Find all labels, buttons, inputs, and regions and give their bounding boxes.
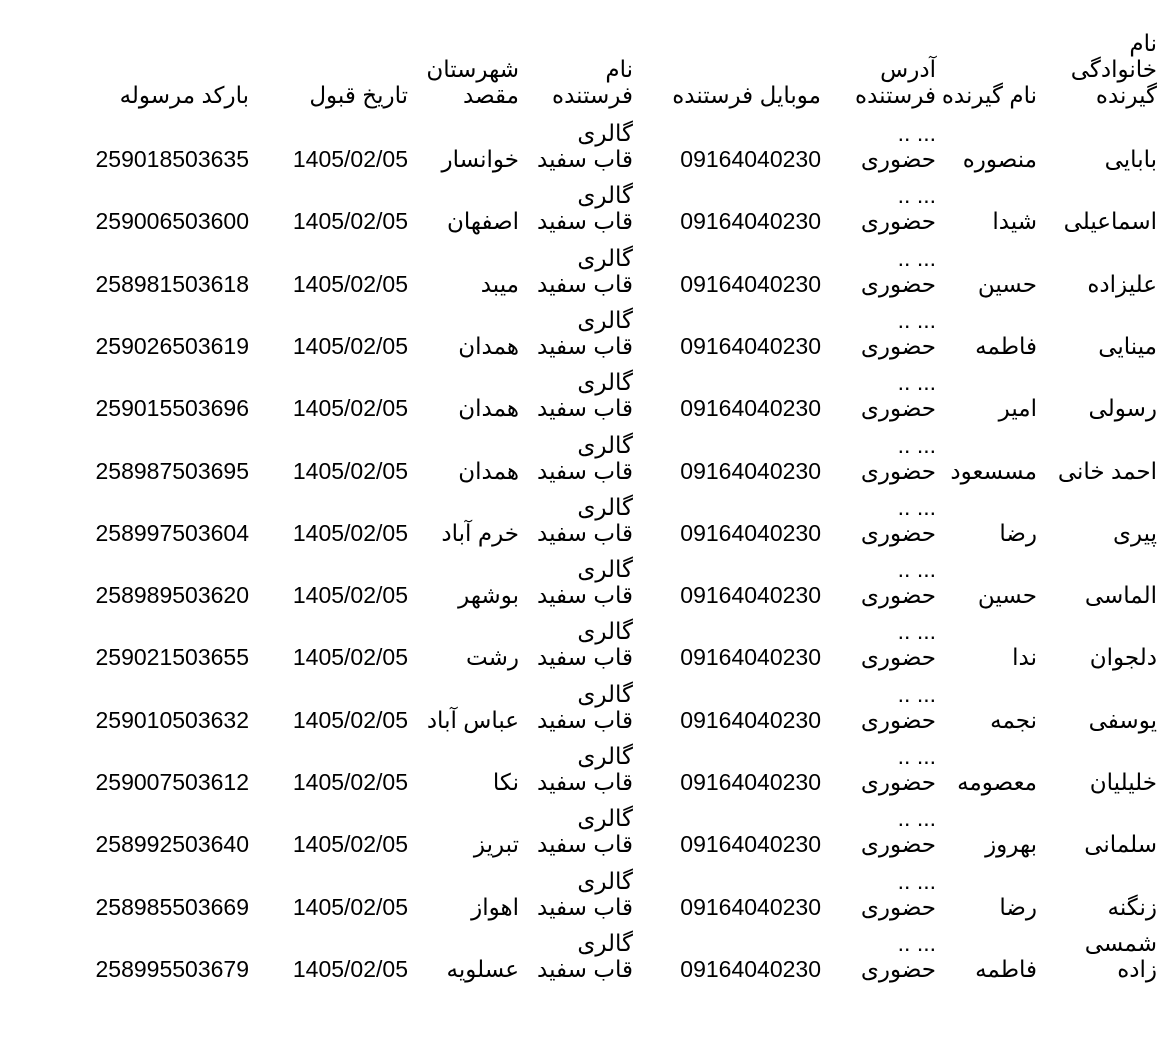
- cell-destination-city-value: نکا: [492, 769, 519, 795]
- cell-sender-name: [533, 739, 633, 795]
- cell-sender-address: [836, 303, 936, 359]
- cell-accept-date: [258, 801, 408, 857]
- cell-sender-address-line1: ... ..: [897, 930, 936, 956]
- cell-accept-date-value: 1405/02/05: [292, 520, 408, 546]
- cell-barcode: [49, 739, 249, 795]
- cell-recipient-first-name: [927, 801, 1037, 857]
- cell-recipient-first-name: [927, 926, 1037, 982]
- cell-sender-address-value: حضوری: [860, 831, 936, 857]
- cell-sender-name-value: قاب سفید: [537, 333, 633, 359]
- cell-accept-date-value: 1405/02/05: [292, 333, 408, 359]
- cell-sender-name-line1: گالری: [577, 868, 633, 894]
- cell-recipient-first-name: [927, 614, 1037, 670]
- cell-recipient-first-name: [927, 178, 1037, 234]
- cell-sender-address: [836, 677, 936, 733]
- cell-sender-address: [836, 552, 936, 608]
- cell-recipient-first-name-value: فاطمه: [975, 333, 1037, 359]
- cell-recipient-first-name: [927, 241, 1037, 297]
- header-sender-name: نام فرستنده: [552, 56, 633, 108]
- cell-sender-mobile: [641, 552, 821, 608]
- cell-recipient-first-name-value: رضا: [999, 894, 1037, 920]
- cell-sender-address: [836, 116, 936, 172]
- cell-recipient-first-name: [927, 303, 1037, 359]
- cell-recipient-first-name-value: نجمه: [990, 707, 1037, 733]
- cell-recipient-last-name: [1047, 490, 1157, 546]
- cell-sender-address-line1: ... ..: [897, 120, 936, 146]
- cell-sender-name-line1: گالری: [577, 245, 633, 271]
- cell-recipient-first-name: [927, 552, 1037, 608]
- cell-sender-mobile: [641, 178, 821, 234]
- cell-accept-date-value: 1405/02/05: [292, 769, 408, 795]
- cell-destination-city: [409, 241, 519, 297]
- cell-barcode: [49, 864, 249, 920]
- cell-sender-mobile-value: 09164040230: [680, 707, 821, 733]
- cell-sender-mobile: [641, 303, 821, 359]
- cell-sender-mobile: [641, 365, 821, 421]
- cell-barcode-value: 258995503679: [95, 956, 249, 982]
- cell-sender-address-value: حضوری: [860, 395, 936, 421]
- cell-accept-date-value: 1405/02/05: [292, 146, 408, 172]
- cell-accept-date-value: 1405/02/05: [292, 458, 408, 484]
- cell-sender-mobile: [641, 241, 821, 297]
- cell-recipient-first-name-value: فاطمه: [975, 956, 1037, 982]
- cell-sender-address: [836, 241, 936, 297]
- cell-destination-city: [409, 116, 519, 172]
- cell-accept-date: [258, 926, 408, 982]
- cell-destination-city: [409, 428, 519, 484]
- cell-destination-city: [409, 303, 519, 359]
- cell-accept-date-value: 1405/02/05: [292, 582, 408, 608]
- cell-sender-name-line1: گالری: [577, 120, 633, 146]
- cell-barcode: [49, 614, 249, 670]
- cell-destination-city-value: اهواز: [471, 894, 519, 920]
- cell-barcode: [49, 303, 249, 359]
- cell-recipient-last-name: [1047, 178, 1157, 234]
- cell-recipient-last-name: [1047, 116, 1157, 172]
- cell-sender-name: [533, 552, 633, 608]
- header-sender-address: آدرس فرستنده: [855, 56, 936, 108]
- cell-sender-name: [533, 614, 633, 670]
- cell-destination-city-value: خوانسار: [441, 146, 519, 172]
- cell-sender-name: [533, 116, 633, 172]
- cell-sender-name-line1: گالری: [577, 556, 633, 582]
- cell-sender-name-line1: گالری: [577, 307, 633, 333]
- cell-sender-address-line1: ... ..: [897, 307, 936, 333]
- cell-sender-name-line1: گالری: [577, 369, 633, 395]
- cell-recipient-last-name-value: دلجوان: [1089, 644, 1157, 670]
- cell-accept-date-value: 1405/02/05: [292, 644, 408, 670]
- cell-sender-mobile-value: 09164040230: [680, 769, 821, 795]
- cell-barcode-value: 259015503696: [95, 395, 249, 421]
- cell-destination-city-value: عسلویه: [446, 956, 519, 982]
- cell-sender-name: [533, 864, 633, 920]
- cell-barcode-value: 258989503620: [95, 582, 249, 608]
- cell-sender-name-line1: گالری: [577, 681, 633, 707]
- cell-sender-mobile: [641, 926, 821, 982]
- cell-sender-address-line1: ... ..: [897, 245, 936, 271]
- cell-accept-date: [258, 178, 408, 234]
- cell-destination-city: [409, 365, 519, 421]
- cell-destination-city: [409, 677, 519, 733]
- cell-sender-name-value: قاب سفید: [537, 894, 633, 920]
- cell-recipient-first-name: [927, 428, 1037, 484]
- cell-recipient-last-name: [1047, 926, 1157, 982]
- cell-sender-address: [836, 614, 936, 670]
- cell-destination-city: [409, 614, 519, 670]
- cell-recipient-last-name-value: رسولی: [1088, 395, 1157, 421]
- cell-barcode-value: 259007503612: [95, 769, 249, 795]
- cell-sender-mobile-value: 09164040230: [680, 956, 821, 982]
- cell-barcode-value: 259010503632: [95, 707, 249, 733]
- cell-sender-mobile-value: 09164040230: [680, 894, 821, 920]
- cell-destination-city-value: همدان: [458, 458, 519, 484]
- cell-recipient-last-name-value: خلیلیان: [1089, 769, 1157, 795]
- cell-sender-address-value: حضوری: [860, 769, 936, 795]
- cell-accept-date-value: 1405/02/05: [292, 395, 408, 421]
- cell-destination-city-value: خرم آباد: [441, 520, 519, 546]
- cell-recipient-last-name-value: احمد خانی: [1057, 458, 1157, 484]
- cell-barcode: [49, 552, 249, 608]
- cell-barcode-value: 259018503635: [95, 146, 249, 172]
- cell-accept-date: [258, 490, 408, 546]
- cell-recipient-first-name: [927, 677, 1037, 733]
- cell-recipient-last-name: [1047, 801, 1157, 857]
- cell-sender-address-value: حضوری: [860, 458, 936, 484]
- cell-sender-mobile-value: 09164040230: [680, 333, 821, 359]
- cell-accept-date: [258, 241, 408, 297]
- cell-recipient-last-name-value: شمسی زاده: [1084, 930, 1157, 982]
- cell-sender-name: [533, 677, 633, 733]
- cell-sender-mobile: [641, 801, 821, 857]
- cell-sender-address-value: حضوری: [860, 707, 936, 733]
- cell-destination-city-value: عباس آباد: [426, 707, 519, 733]
- cell-accept-date-value: 1405/02/05: [292, 831, 408, 857]
- cell-recipient-first-name: [927, 490, 1037, 546]
- cell-accept-date-value: 1405/02/05: [292, 208, 408, 234]
- cell-barcode: [49, 365, 249, 421]
- cell-destination-city-value: همدان: [458, 395, 519, 421]
- cell-recipient-last-name-value: اسماعیلی: [1063, 208, 1157, 234]
- cell-recipient-first-name: [927, 116, 1037, 172]
- cell-sender-name-value: قاب سفید: [537, 146, 633, 172]
- cell-sender-mobile: [641, 864, 821, 920]
- cell-destination-city-value: بوشهر: [458, 582, 519, 608]
- cell-barcode-value: 259026503619: [95, 333, 249, 359]
- cell-barcode: [49, 428, 249, 484]
- cell-sender-address: [836, 428, 936, 484]
- cell-accept-date: [258, 116, 408, 172]
- cell-sender-mobile-value: 09164040230: [680, 582, 821, 608]
- cell-destination-city: [409, 552, 519, 608]
- cell-sender-address-line1: ... ..: [897, 556, 936, 582]
- cell-accept-date: [258, 428, 408, 484]
- cell-destination-city: [409, 490, 519, 546]
- cell-recipient-last-name-value: زنگنه: [1107, 894, 1157, 920]
- cell-sender-name-line1: گالری: [577, 930, 633, 956]
- cell-sender-mobile-value: 09164040230: [680, 208, 821, 234]
- cell-sender-name-line1: گالری: [577, 494, 633, 520]
- cell-sender-name-value: قاب سفید: [537, 769, 633, 795]
- cell-sender-name-value: قاب سفید: [537, 458, 633, 484]
- cell-sender-address-line1: ... ..: [897, 681, 936, 707]
- cell-sender-mobile-value: 09164040230: [680, 458, 821, 484]
- cell-recipient-first-name-value: رضا: [999, 520, 1037, 546]
- cell-recipient-last-name-value: سلمانی: [1084, 831, 1157, 857]
- cell-destination-city: [409, 178, 519, 234]
- cell-sender-name: [533, 926, 633, 982]
- cell-recipient-first-name-value: حسین: [977, 582, 1037, 608]
- cell-destination-city: [409, 801, 519, 857]
- cell-recipient-first-name-value: حسین: [977, 271, 1037, 297]
- cell-sender-name-value: قاب سفید: [537, 395, 633, 421]
- cell-sender-name: [533, 178, 633, 234]
- cell-sender-address-line1: ... ..: [897, 369, 936, 395]
- cell-recipient-last-name-value: الماسی: [1084, 582, 1157, 608]
- cell-barcode-value: 258981503618: [95, 271, 249, 297]
- cell-sender-name-line1: گالری: [577, 182, 633, 208]
- cell-destination-city: [409, 739, 519, 795]
- cell-accept-date: [258, 552, 408, 608]
- cell-sender-address-value: حضوری: [860, 520, 936, 546]
- cell-sender-address-line1: ... ..: [897, 805, 936, 831]
- cell-recipient-last-name-value: علیزاده: [1087, 271, 1157, 297]
- cell-sender-name-value: قاب سفید: [537, 956, 633, 982]
- cell-accept-date-value: 1405/02/05: [292, 271, 408, 297]
- cell-recipient-last-name-value: پیری: [1112, 520, 1157, 546]
- cell-barcode: [49, 490, 249, 546]
- header-barcode: بارکد مرسوله: [119, 82, 249, 108]
- cell-sender-address: [836, 365, 936, 421]
- cell-accept-date-value: 1405/02/05: [292, 894, 408, 920]
- cell-accept-date: [258, 677, 408, 733]
- cell-sender-name-value: قاب سفید: [537, 644, 633, 670]
- cell-sender-address-value: حضوری: [860, 208, 936, 234]
- cell-recipient-last-name: [1047, 552, 1157, 608]
- cell-accept-date: [258, 303, 408, 359]
- cell-sender-mobile: [641, 428, 821, 484]
- cell-sender-address-line1: ... ..: [897, 868, 936, 894]
- cell-recipient-first-name: [927, 365, 1037, 421]
- cell-barcode-value: 258987503695: [95, 458, 249, 484]
- cell-recipient-last-name: [1047, 428, 1157, 484]
- cell-sender-mobile: [641, 677, 821, 733]
- cell-destination-city-value: رشت: [466, 644, 519, 670]
- cell-recipient-first-name-value: مسسعود: [950, 458, 1037, 484]
- cell-recipient-last-name-value: بابایی: [1104, 146, 1157, 172]
- cell-barcode-value: 259006503600: [95, 208, 249, 234]
- cell-barcode-value: 258985503669: [95, 894, 249, 920]
- cell-sender-mobile: [641, 739, 821, 795]
- cell-recipient-last-name: [1047, 303, 1157, 359]
- cell-sender-address-line1: ... ..: [897, 432, 936, 458]
- cell-sender-address-line1: ... ..: [897, 494, 936, 520]
- cell-recipient-first-name-value: شیدا: [992, 208, 1037, 234]
- cell-recipient-first-name-value: معصومه: [957, 769, 1037, 795]
- cell-sender-mobile-value: 09164040230: [680, 644, 821, 670]
- cell-recipient-first-name: [927, 864, 1037, 920]
- cell-sender-address-value: حضوری: [860, 956, 936, 982]
- cell-sender-address-value: حضوری: [860, 333, 936, 359]
- cell-destination-city-value: همدان: [458, 333, 519, 359]
- cell-sender-name-value: قاب سفید: [537, 707, 633, 733]
- cell-sender-name: [533, 490, 633, 546]
- cell-sender-name-value: قاب سفید: [537, 582, 633, 608]
- cell-sender-name-line1: گالری: [577, 432, 633, 458]
- cell-accept-date-value: 1405/02/05: [292, 707, 408, 733]
- cell-sender-name-line1: گالری: [577, 618, 633, 644]
- cell-sender-address-value: حضوری: [860, 644, 936, 670]
- cell-sender-name: [533, 365, 633, 421]
- cell-accept-date: [258, 365, 408, 421]
- cell-sender-address-value: حضوری: [860, 894, 936, 920]
- header-accept-date: تاریخ قبول: [309, 82, 408, 108]
- cell-sender-name-line1: گالری: [577, 743, 633, 769]
- cell-sender-mobile-value: 09164040230: [680, 831, 821, 857]
- cell-barcode: [49, 677, 249, 733]
- cell-sender-mobile: [641, 614, 821, 670]
- cell-recipient-first-name-value: امیر: [998, 395, 1037, 421]
- cell-barcode: [49, 926, 249, 982]
- header-recipient-first-name: نام گیرنده: [941, 82, 1037, 108]
- cell-sender-address-line1: ... ..: [897, 743, 936, 769]
- cell-barcode-value: 258992503640: [95, 831, 249, 857]
- cell-barcode: [49, 241, 249, 297]
- cell-recipient-first-name-value: منصوره: [962, 146, 1037, 172]
- cell-barcode-value: 259021503655: [95, 644, 249, 670]
- cell-accept-date: [258, 739, 408, 795]
- cell-recipient-last-name: [1047, 864, 1157, 920]
- cell-sender-address: [836, 801, 936, 857]
- cell-destination-city-value: تبریز: [473, 831, 519, 857]
- cell-sender-name-value: قاب سفید: [537, 831, 633, 857]
- cell-sender-address-value: حضوری: [860, 271, 936, 297]
- cell-sender-mobile-value: 09164040230: [680, 271, 821, 297]
- cell-sender-name: [533, 241, 633, 297]
- cell-sender-address: [836, 739, 936, 795]
- cell-accept-date: [258, 614, 408, 670]
- cell-destination-city-value: اصفهان: [446, 208, 519, 234]
- cell-barcode: [49, 116, 249, 172]
- cell-recipient-last-name: [1047, 241, 1157, 297]
- cell-sender-mobile-value: 09164040230: [680, 146, 821, 172]
- cell-sender-address-value: حضوری: [860, 146, 936, 172]
- cell-sender-address-line1: ... ..: [897, 182, 936, 208]
- cell-destination-city: [409, 864, 519, 920]
- cell-destination-city-value: میبد: [480, 271, 519, 297]
- cell-recipient-first-name: [927, 739, 1037, 795]
- cell-sender-name-value: قاب سفید: [537, 520, 633, 546]
- cell-recipient-last-name: [1047, 365, 1157, 421]
- cell-sender-address: [836, 490, 936, 546]
- cell-sender-mobile-value: 09164040230: [680, 520, 821, 546]
- cell-barcode: [49, 178, 249, 234]
- cell-recipient-first-name-value: ندا: [1012, 644, 1037, 670]
- cell-recipient-last-name: [1047, 677, 1157, 733]
- cell-barcode-value: 258997503604: [95, 520, 249, 546]
- cell-sender-name: [533, 801, 633, 857]
- cell-recipient-last-name-value: یوسفی: [1088, 707, 1157, 733]
- cell-sender-address: [836, 926, 936, 982]
- cell-recipient-last-name: [1047, 739, 1157, 795]
- header-recipient-last-name: نام خانوادگی گیرنده: [1070, 30, 1157, 108]
- cell-sender-name-value: قاب سفید: [537, 208, 633, 234]
- cell-sender-address: [836, 864, 936, 920]
- header-sender-mobile: موبایل فرستنده: [672, 82, 821, 108]
- cell-sender-name: [533, 428, 633, 484]
- cell-sender-mobile-value: 09164040230: [680, 395, 821, 421]
- cell-sender-name: [533, 303, 633, 359]
- cell-sender-address-value: حضوری: [860, 582, 936, 608]
- cell-barcode: [49, 801, 249, 857]
- cell-sender-name-line1: گالری: [577, 805, 633, 831]
- header-destination-city: شهرستان مقصد: [426, 56, 519, 108]
- cell-sender-address: [836, 178, 936, 234]
- cell-sender-address-line1: ... ..: [897, 618, 936, 644]
- cell-sender-mobile: [641, 116, 821, 172]
- cell-sender-mobile: [641, 490, 821, 546]
- cell-sender-name-value: قاب سفید: [537, 271, 633, 297]
- cell-recipient-first-name-value: بهروز: [985, 831, 1037, 857]
- cell-accept-date: [258, 864, 408, 920]
- cell-destination-city: [409, 926, 519, 982]
- cell-accept-date-value: 1405/02/05: [292, 956, 408, 982]
- cell-recipient-last-name-value: مینایی: [1098, 333, 1157, 359]
- cell-recipient-last-name: [1047, 614, 1157, 670]
